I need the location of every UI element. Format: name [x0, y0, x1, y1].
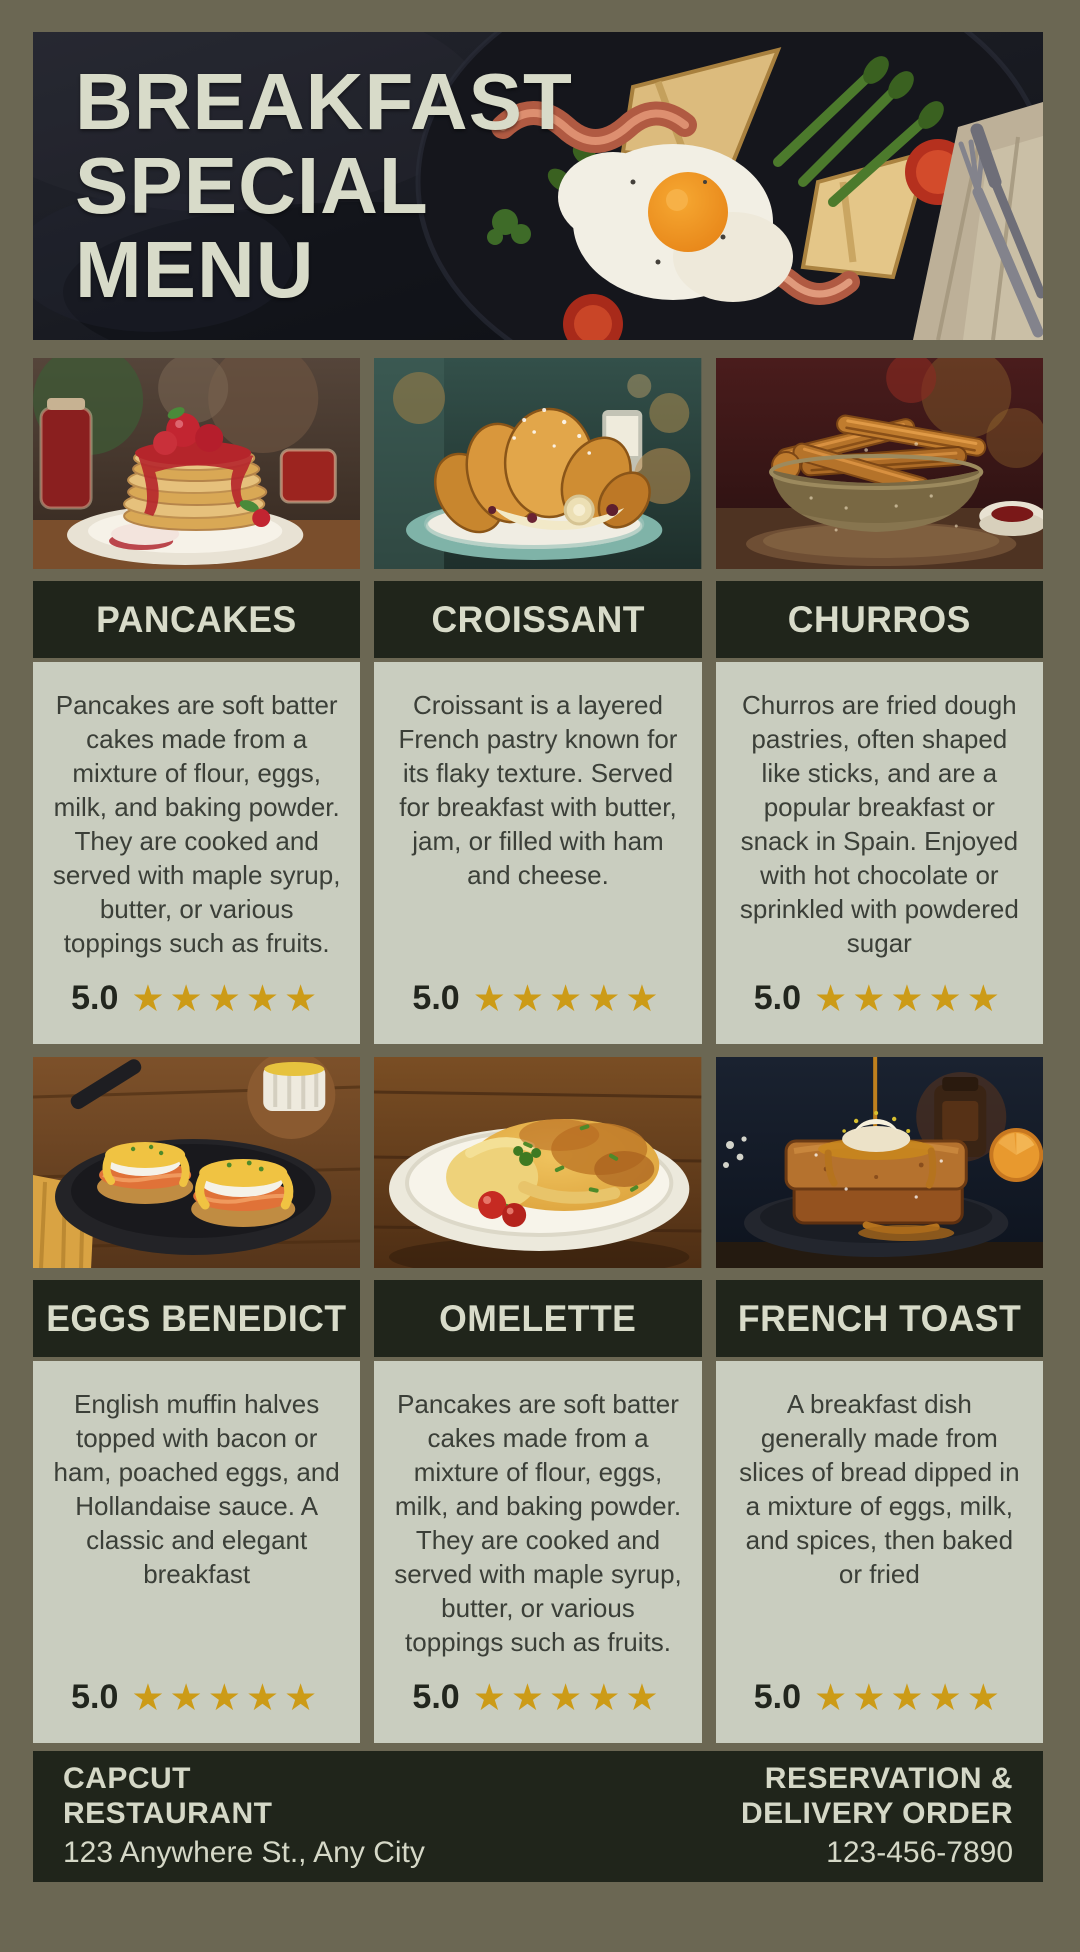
header-title — [75, 57, 573, 314]
croissant-image — [374, 358, 701, 569]
pancakes-image — [33, 358, 360, 569]
menu-card-omelette — [374, 1057, 701, 1743]
menu-row-2 — [33, 1057, 1043, 1743]
card-title-bar — [374, 1280, 701, 1357]
eggs-benedict-image — [33, 1057, 360, 1268]
restaurant-address: 123 Anywhere St., Any City — [63, 1835, 425, 1869]
star-icons: ★★★★★ — [131, 977, 323, 1020]
card-body — [716, 1361, 1043, 1743]
card-description: Croissant is a layered French pastry known for its flaky texture. Served for breakfast with butter, jam, or filled with ham and cheese. — [398, 690, 678, 890]
restaurant-name-line: RESTAURANT — [63, 1796, 273, 1830]
french-toast-image — [716, 1057, 1043, 1268]
star-icons: ★★★★★ — [472, 1676, 664, 1719]
card-body — [374, 1361, 701, 1743]
menu-card-french-toast — [716, 1057, 1043, 1743]
churros-image — [716, 358, 1043, 569]
rating — [374, 1678, 701, 1717]
rating-value: 5.0 — [71, 1678, 119, 1716]
card-title-bar — [374, 581, 701, 658]
card-title: OMELETTE — [439, 1297, 637, 1339]
rating-value: 5.0 — [412, 1678, 460, 1716]
star-icons: ★★★★★ — [472, 977, 664, 1020]
menu-card-churros — [716, 358, 1043, 1044]
rating — [716, 979, 1043, 1018]
card-title: CHURROS — [787, 598, 971, 640]
card-body — [33, 662, 360, 1044]
card-description: A breakfast dish generally made from slices of bread dipped in a mixture of eggs, milk, and spices, then baked or fried — [739, 1389, 1020, 1589]
header-title-line: MENU — [75, 225, 315, 314]
card-description: Churros are fried dough pastries, often shaped like sticks, and are a popular breakfast or snack in Spain. Enjoyed with hot chocolate or sprinkled with powdered sugar — [739, 690, 1019, 958]
rating-value: 5.0 — [71, 979, 119, 1017]
restaurant-name-line: CAPCUT — [63, 1761, 191, 1795]
card-body — [716, 662, 1043, 1044]
menu-poster — [33, 32, 1043, 1882]
card-description: Pancakes are soft batter cakes made from a mixture of flour, eggs, milk, and baking powder. They are cooked and served with maple syrup, butter, or various toppings such as fruits. — [52, 690, 341, 958]
phone-number: 123-456-7890 — [826, 1835, 1013, 1869]
rating — [716, 1678, 1043, 1717]
header-banner — [33, 32, 1043, 340]
card-title: CROISSANT — [431, 598, 645, 640]
card-title-bar — [33, 1280, 360, 1357]
rating — [33, 1678, 360, 1717]
star-icons: ★★★★★ — [131, 1676, 323, 1719]
footer-reservation-info — [741, 1761, 1013, 1873]
card-description: Pancakes are soft batter cakes made from a mixture of flour, eggs, milk, and baking powder. They are cooked and served with maple syrup, butter, or various toppings such as fruits. — [394, 1389, 682, 1657]
star-icons: ★★★★★ — [814, 977, 1005, 1020]
reservation-label-line: RESERVATION & — [764, 1761, 1013, 1795]
star-icons: ★★★★★ — [814, 1676, 1005, 1719]
card-title-bar — [716, 581, 1043, 658]
reservation-label-line: DELIVERY ORDER — [740, 1796, 1013, 1830]
header-title-line: SPECIAL — [75, 141, 429, 230]
card-description: English muffin halves topped with bacon or ham, poached eggs, and Hollandaise sauce. A classic and elegant breakfast — [53, 1389, 340, 1589]
card-body — [33, 1361, 360, 1743]
card-title: EGGS BENEDICT — [46, 1297, 347, 1339]
menu-card-pancakes — [33, 358, 360, 1044]
card-title: PANCAKES — [96, 598, 297, 640]
footer-bar — [33, 1751, 1043, 1882]
rating — [374, 979, 701, 1018]
card-title-bar — [716, 1280, 1043, 1357]
card-title: FRENCH TOAST — [737, 1297, 1022, 1339]
menu-card-eggs-benedict — [33, 1057, 360, 1743]
rating — [33, 979, 360, 1018]
omelette-image — [374, 1057, 701, 1268]
header-title-line: BREAKFAST — [75, 57, 573, 146]
rating-value: 5.0 — [412, 979, 460, 1017]
menu-row-1 — [33, 358, 1043, 1044]
card-title-bar — [33, 581, 360, 658]
card-body — [374, 662, 701, 1044]
rating-value: 5.0 — [753, 1678, 802, 1716]
footer-restaurant-info — [63, 1761, 425, 1873]
menu-card-croissant — [374, 358, 701, 1044]
rating-value: 5.0 — [753, 979, 802, 1017]
